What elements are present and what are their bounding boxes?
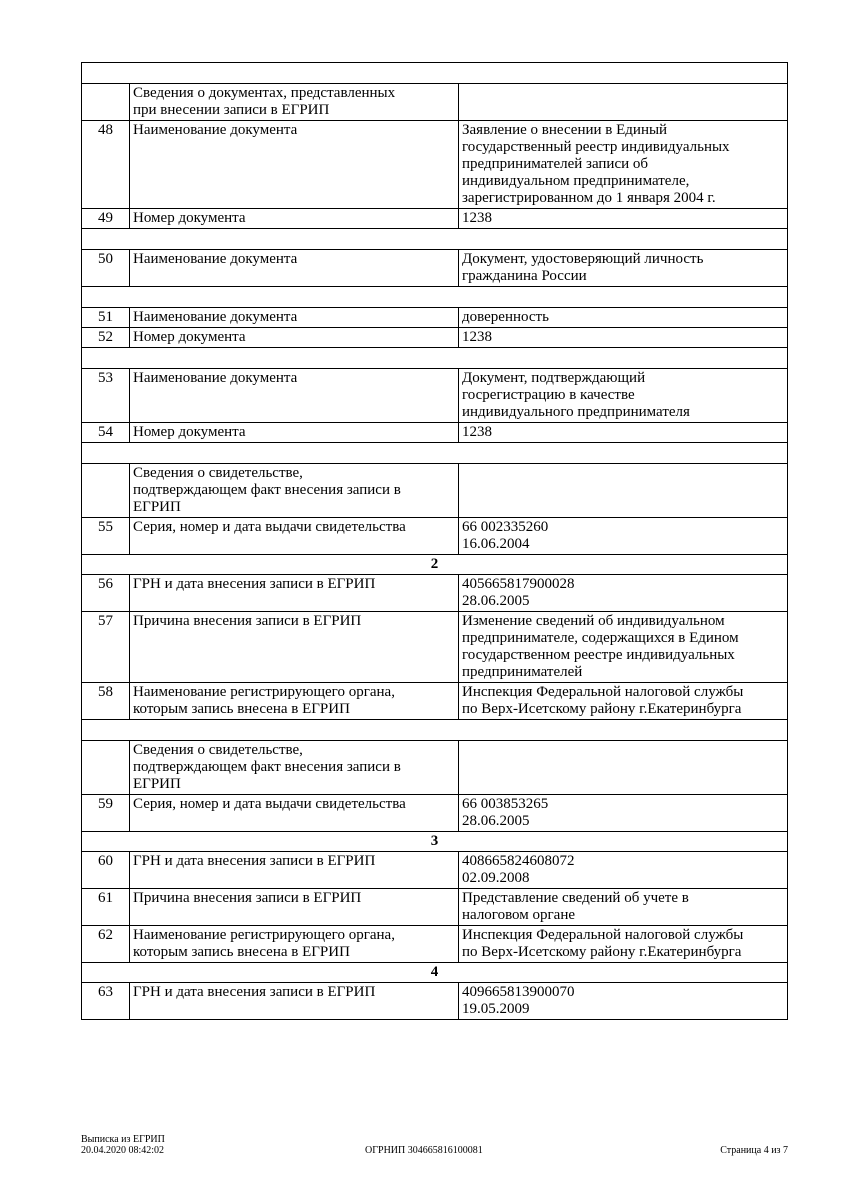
spacer-cell [82,229,788,250]
footer-page-number: Страница 4 из 7 [720,1145,788,1156]
spacer-row [82,229,788,250]
row-number [82,464,130,518]
row-label: Номер документа [130,209,459,229]
row-value: 1238 [459,423,788,443]
table-row [82,741,788,795]
row-value: 1238 [459,328,788,348]
row-label: Сведения о свидетельстве, подтверждающем факт внесения записи в ЕГРИП [130,464,459,518]
section-header-row [82,963,788,983]
table-row [82,575,788,612]
row-number: 62 [82,926,130,963]
table-row [82,369,788,423]
row-value: Инспекция Федеральной налоговой службы по Верх-Исетскому району г.Екатеринбурга [459,926,788,963]
row-value [459,84,788,121]
row-label: Наименование регистрирующего органа, которым запись внесена в ЕГРИП [130,926,459,963]
table-row [82,612,788,683]
row-label: Номер документа [130,423,459,443]
section-number: 2 [82,555,788,575]
row-number: 63 [82,983,130,1020]
row-value: Представление сведений об учете в налоговом органе [459,889,788,926]
row-label: Серия, номер и дата выдачи свидетельства [130,518,459,555]
row-value: Инспекция Федеральной налоговой службы по Верх-Исетскому району г.Екатеринбурга [459,683,788,720]
table-row [82,84,788,121]
spacer-cell [82,443,788,464]
row-value: Заявление о внесении в Единый государственный реестр индивидуальных предпринимателей записи об индивидуальном предпринимателе, зарегистрированном до 1 января 2004 г. [459,121,788,209]
row-number: 59 [82,795,130,832]
row-label: Наименование регистрирующего органа, которым запись внесена в ЕГРИП [130,683,459,720]
section-header-row [82,555,788,575]
table-row [82,423,788,443]
row-number: 60 [82,852,130,889]
section-number: 3 [82,832,788,852]
spacer-cell [82,720,788,741]
row-label: Наименование документа [130,369,459,423]
row-number: 50 [82,250,130,287]
row-value: 66 003853265 28.06.2005 [459,795,788,832]
row-number: 57 [82,612,130,683]
table-row [82,795,788,832]
row-number: 55 [82,518,130,555]
row-label: ГРН и дата внесения записи в ЕГРИП [130,983,459,1020]
table-row [82,852,788,889]
table-row [82,983,788,1020]
row-number: 51 [82,308,130,328]
row-number [82,741,130,795]
table-row [82,209,788,229]
table-row [82,250,788,287]
row-value: Документ, подтверждающий госрегистрацию в качестве индивидуального предпринимателя [459,369,788,423]
section-number: 4 [82,963,788,983]
egrip-extract-table [81,62,788,1020]
row-value [459,464,788,518]
table-row [82,889,788,926]
row-number: 58 [82,683,130,720]
table-row [82,328,788,348]
row-number: 53 [82,369,130,423]
row-value [459,741,788,795]
row-number: 54 [82,423,130,443]
spacer-cell [82,348,788,369]
row-number: 52 [82,328,130,348]
footer-doc-title: Выписка из ЕГРИП [81,1134,165,1145]
row-value: Изменение сведений об индивидуальном предпринимателе, содержащихся в Едином государственном реестре индивидуальных предпринимателей [459,612,788,683]
spacer-row [82,287,788,308]
row-label: Сведения о свидетельстве, подтверждающем факт внесения записи в ЕГРИП [130,741,459,795]
footer-ogrnip: ОГРНИП 304665816100081 [365,1145,483,1156]
footer-timestamp: 20.04.2020 08:42:02 [81,1145,165,1156]
row-label: Сведения о документах, представленных при внесении записи в ЕГРИП [130,84,459,121]
spacer-row [82,63,788,84]
row-label: ГРН и дата внесения записи в ЕГРИП [130,852,459,889]
spacer-cell [82,63,788,84]
table-row [82,683,788,720]
spacer-cell [82,287,788,308]
row-value: Документ, удостоверяющий личность гражданина России [459,250,788,287]
section-header-row [82,832,788,852]
row-value: 408665824608072 02.09.2008 [459,852,788,889]
table-row [82,464,788,518]
row-value: доверенность [459,308,788,328]
row-value: 66 002335260 16.06.2004 [459,518,788,555]
table-row [82,926,788,963]
row-label: Причина внесения записи в ЕГРИП [130,612,459,683]
row-value: 1238 [459,209,788,229]
row-number: 48 [82,121,130,209]
row-number: 61 [82,889,130,926]
row-label: Наименование документа [130,308,459,328]
table-body [82,63,788,1020]
spacer-row [82,720,788,741]
row-label: ГРН и дата внесения записи в ЕГРИП [130,575,459,612]
row-label: Наименование документа [130,121,459,209]
spacer-row [82,348,788,369]
row-number [82,84,130,121]
spacer-row [82,443,788,464]
row-number: 49 [82,209,130,229]
table-row [82,518,788,555]
row-label: Серия, номер и дата выдачи свидетельства [130,795,459,832]
row-label: Причина внесения записи в ЕГРИП [130,889,459,926]
table-row [82,121,788,209]
row-number: 56 [82,575,130,612]
row-value: 405665817900028 28.06.2005 [459,575,788,612]
row-value: 409665813900070 19.05.2009 [459,983,788,1020]
table-row [82,308,788,328]
footer-left [81,1134,165,1156]
row-label: Номер документа [130,328,459,348]
row-label: Наименование документа [130,250,459,287]
